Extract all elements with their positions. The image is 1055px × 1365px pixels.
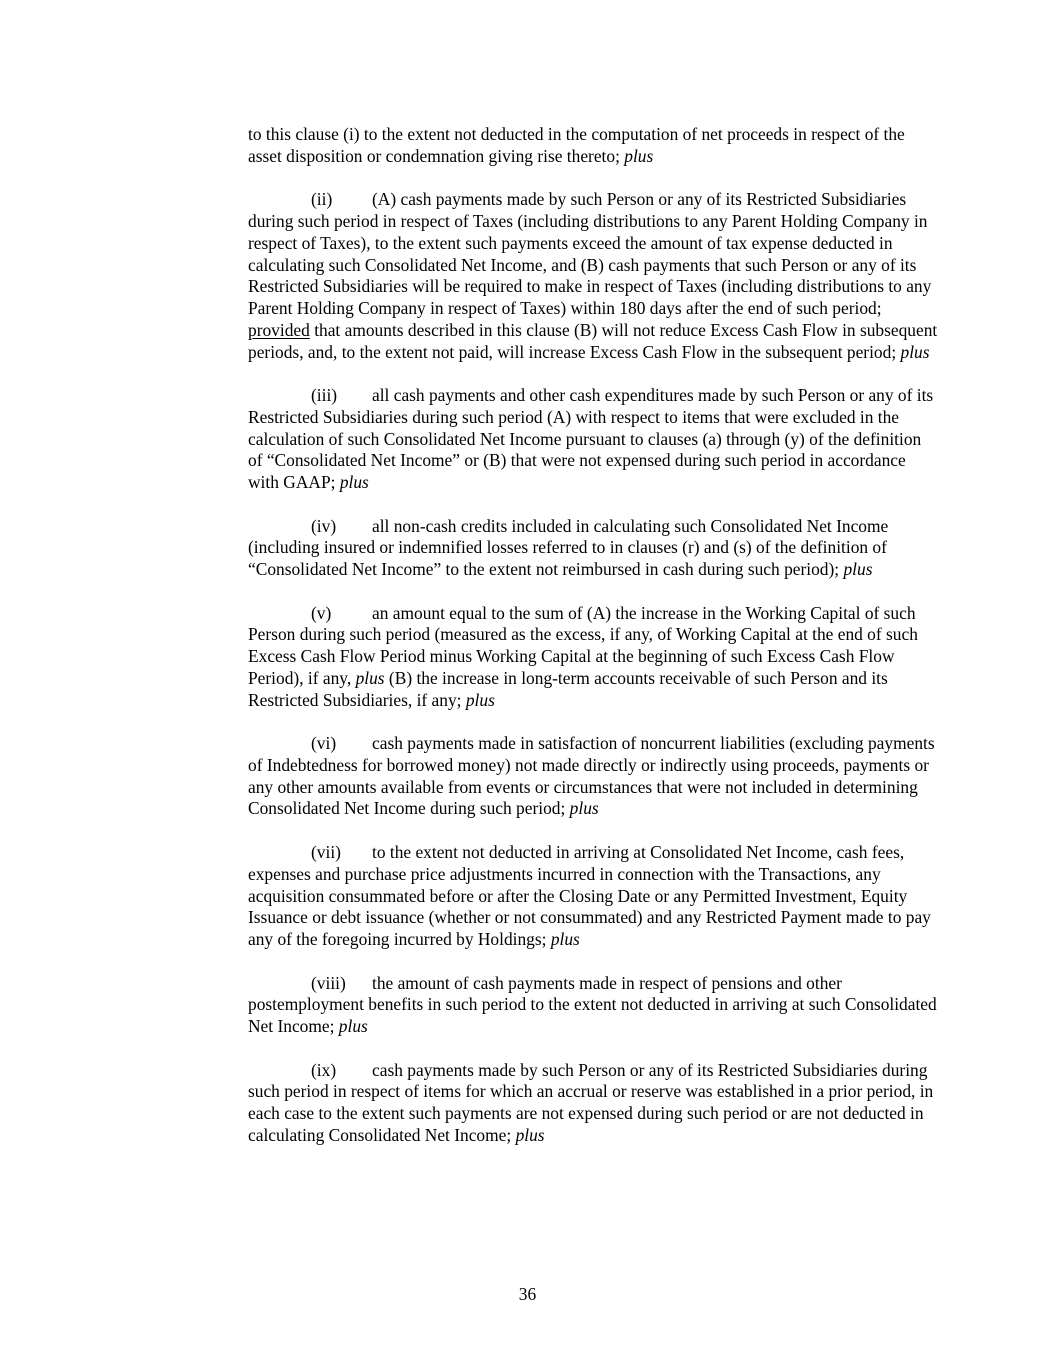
clause-number: (vi) bbox=[311, 733, 337, 754]
clause-tail: plus bbox=[339, 472, 369, 493]
clause-tail: plus bbox=[569, 798, 599, 819]
clause-iv bbox=[248, 516, 938, 581]
intro-tail: plus bbox=[624, 145, 654, 166]
clause-tail: plus bbox=[550, 929, 580, 950]
provided-term: provided bbox=[248, 319, 310, 340]
clause-text: cash payments made in satisfaction of noncurrent liabilities (excluding payments of Indebtedness for borrowed money) not made directly or indirectly using proceeds, payments or any other amounts available from events or circumstances that were not included in determining Consolidated Net Income during such period; bbox=[248, 733, 935, 819]
clause-text-continued: (B) the increase in long-term accounts receivable of such Person and its Restricted Subsidiaries, if any; bbox=[248, 667, 888, 710]
clause-text-continued: that amounts described in this clause (B) will not reduce Excess Cash Flow in subsequent periods, and, to the extent not paid, will increase Excess Cash Flow in the subsequent period; bbox=[248, 319, 938, 362]
clause-ix bbox=[248, 1060, 938, 1147]
clause-text: all non-cash credits included in calculating such Consolidated Net Income (including insured or indemnified losses referred to in clauses (r) and (s) of the definition of “Consolidated Net Income” to the extent not reimbursed in cash during such period); bbox=[248, 515, 889, 580]
clause-ii bbox=[248, 189, 938, 363]
intro-paragraph bbox=[248, 124, 938, 168]
clause-tail: plus bbox=[515, 1124, 545, 1145]
clause-text: all cash payments and other cash expenditures made by such Person or any of its Restricted Subsidiaries during such period (A) with respect to items that were excluded in the calculation of such Consolidated Net Income pursuant to clauses (a) through (y) of the definition of “Consolidated Net Income” or (B) that were not expensed during such period in accordance with GAAP; bbox=[248, 385, 934, 493]
clause-number: (iii) bbox=[311, 385, 338, 406]
clause-tail: plus bbox=[900, 341, 930, 362]
clause-number: (ii) bbox=[311, 189, 333, 210]
clause-text: to the extent not deducted in arriving at Consolidated Net Income, cash fees, expenses and purchase price adjustments incurred in connection with the Transactions, any acquisition consummated before or after the Closing Date or any Permitted Investment, Equity Issuance or debt issuance (whether or not consummated) and any Restricted Payment made to pay any of the foregoing incurred by Holdings; bbox=[248, 842, 931, 950]
intro-text: to this clause (i) to the extent not deducted in the computation of net proceeds in respect of the asset disposition or condemnation giving rise thereto; bbox=[248, 124, 905, 166]
clause-mid-italic: plus bbox=[355, 667, 385, 688]
clause-tail: plus bbox=[465, 689, 495, 710]
page-number: 36 bbox=[518, 1284, 537, 1304]
clause-text: the amount of cash payments made in respect of pensions and other postemployment benefits in such period to the extent not deducted in arriving at such Consolidated Net Income; bbox=[248, 972, 937, 1037]
clause-viii bbox=[248, 973, 938, 1038]
clause-text: (A) cash payments made by such Person or any of its Restricted Subsidiaries during such period in respect of Taxes (including distributions to any Parent Holding Company in respect of Taxes), to the extent such payments exceed the amount of tax expense deducted in calculating such Consolidated Net Income, and (B) cash payments that such Person or any of its Restricted Subsidiaries will be required to make in respect of Taxes (including distributions to any Parent Holding Company in respect of Taxes) within 180 days after the end of such period; bbox=[248, 189, 932, 319]
clause-vii bbox=[248, 842, 938, 951]
clause-v bbox=[248, 603, 938, 712]
clause-text: an amount equal to the sum of (A) the increase in the Working Capital of such Person during such period (measured as the excess, if any, of Working Capital at the end of such Excess Cash Flow Period minus Working Capital at the beginning of such Excess Cash Flow Period), if any, bbox=[248, 602, 918, 688]
clause-number: (vii) bbox=[311, 842, 341, 863]
clause-number: (v) bbox=[311, 602, 332, 623]
clause-number: (ix) bbox=[311, 1059, 337, 1080]
clause-tail: plus bbox=[843, 559, 873, 580]
clause-number: (iv) bbox=[311, 515, 337, 536]
clause-tail: plus bbox=[338, 1016, 368, 1037]
clause-vi bbox=[248, 733, 938, 820]
clause-number: (viii) bbox=[311, 972, 346, 993]
clause-iii bbox=[248, 385, 938, 494]
clause-text: cash payments made by such Person or any of its Restricted Subsidiaries during such period in respect of items for which an accrual or reserve was established in a prior period, in each case to the extent such payments are not expensed during such period or are not deducted in calculating Consolidated Net Income; bbox=[248, 1059, 934, 1145]
document-body bbox=[248, 124, 938, 1147]
